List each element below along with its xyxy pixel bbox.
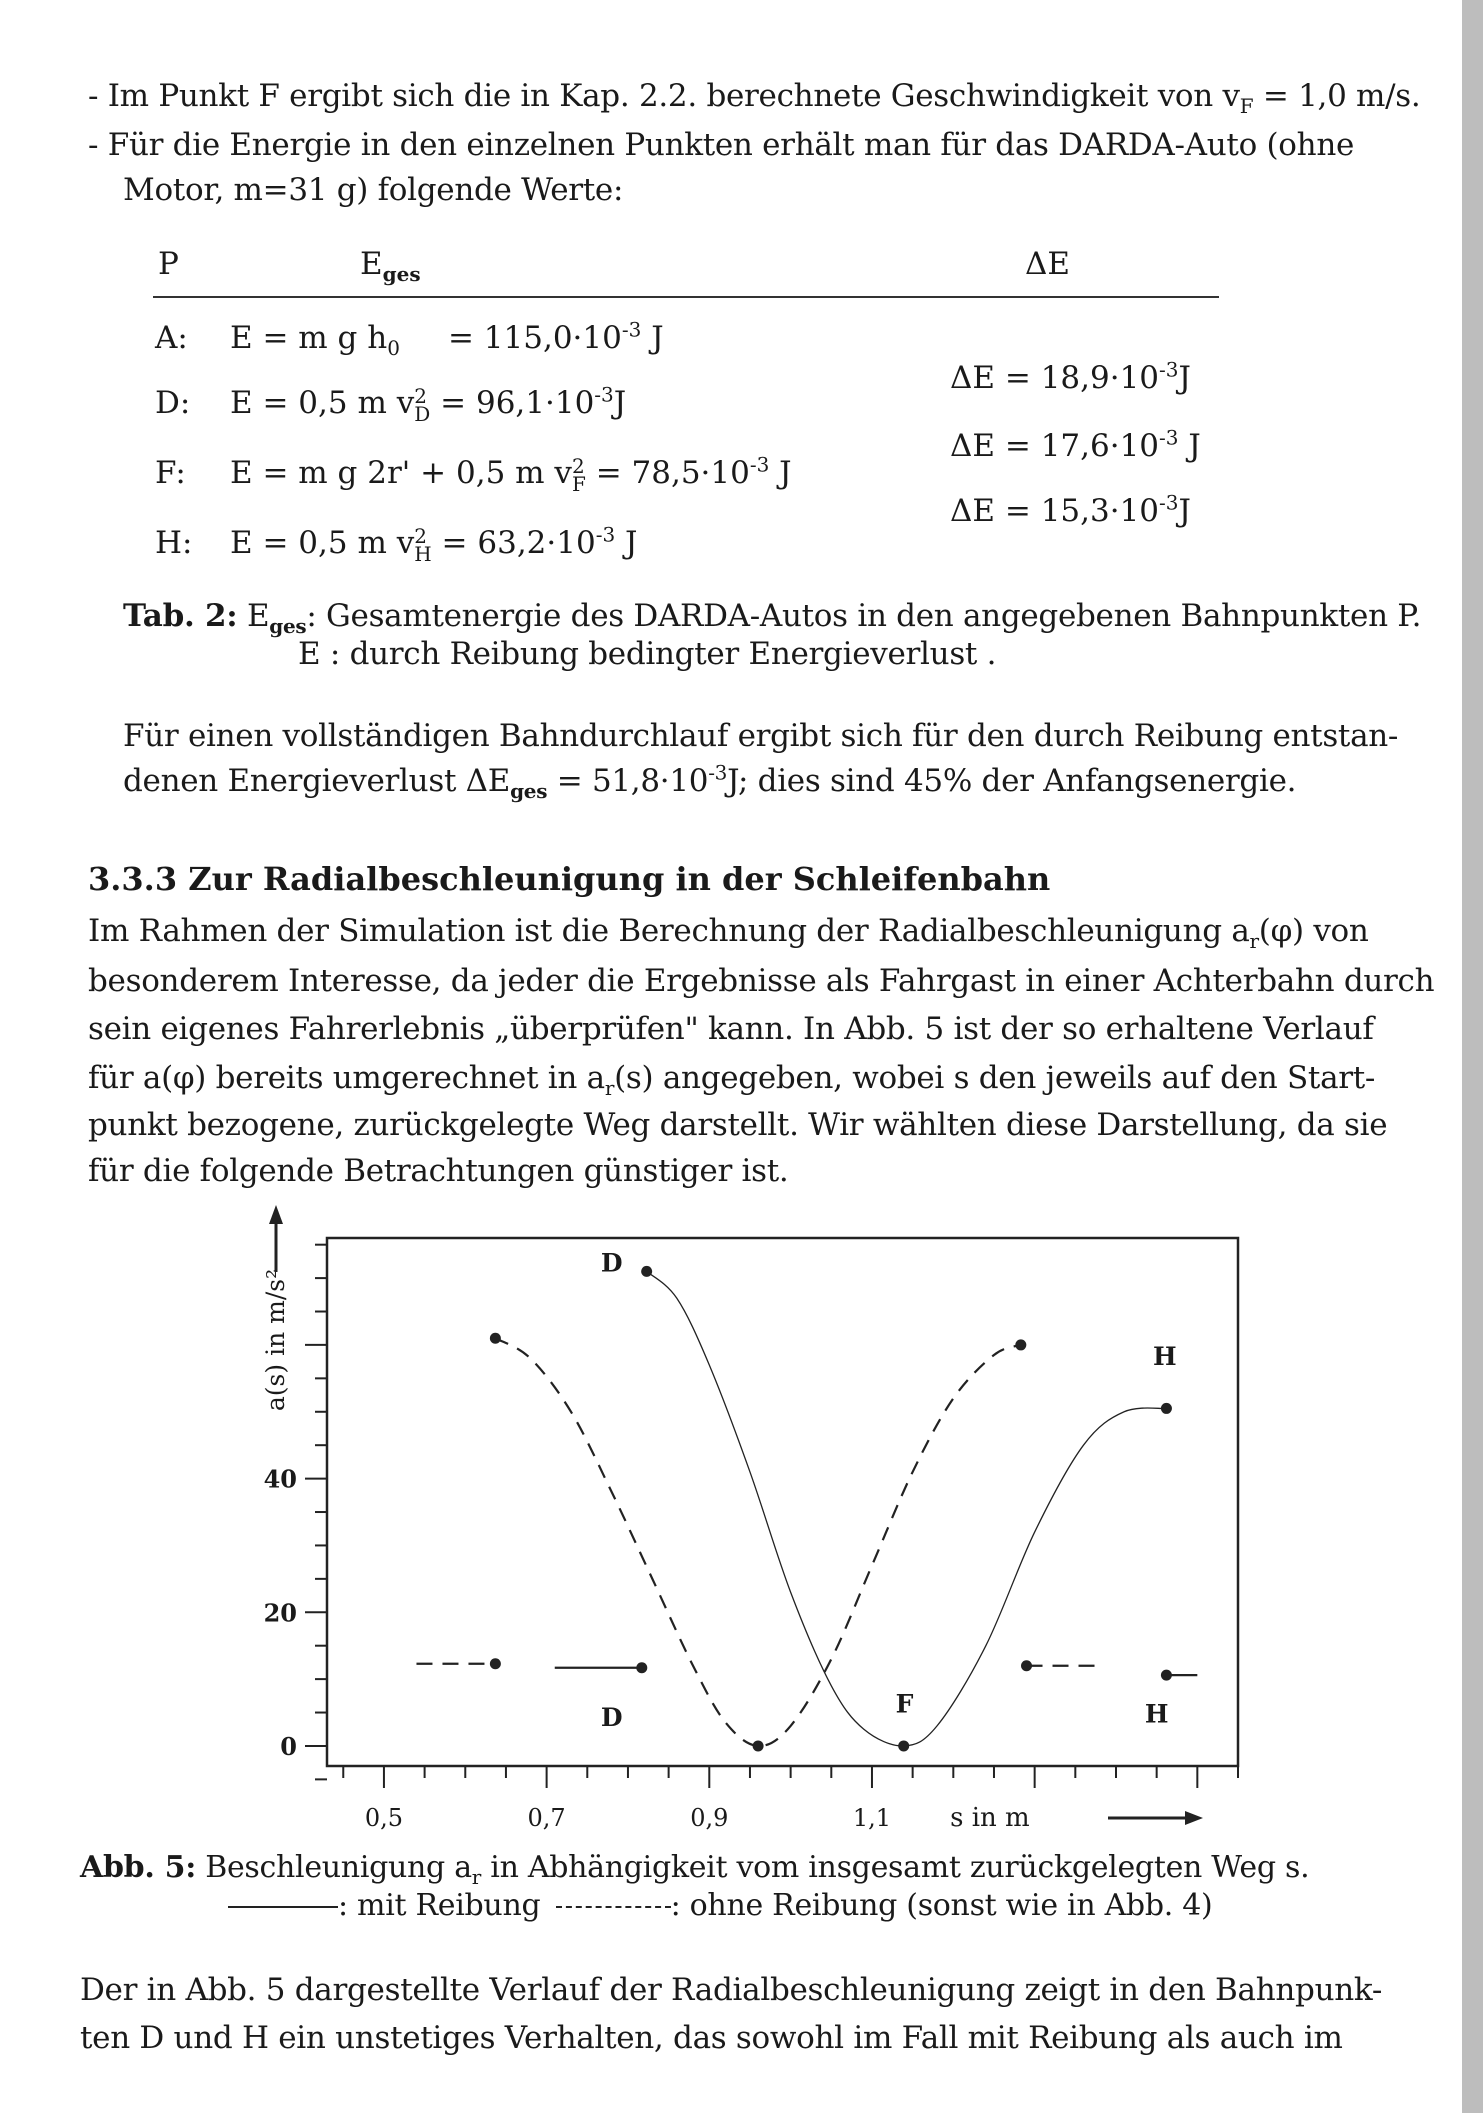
section-text: Im Rahmen der Simulation ist die Berechnung der Radialbeschleunigung a — [88, 913, 1250, 949]
subscript: ges — [269, 614, 307, 639]
exponent: 2 — [414, 523, 427, 548]
formula: E = 0,5 m v — [230, 385, 415, 421]
exponent: -3 — [1159, 490, 1179, 515]
y-tick-label: 0 — [280, 1731, 297, 1761]
exponent: -3 — [749, 452, 770, 477]
data-point — [1161, 1403, 1172, 1414]
caption-text: Beschleunigung a — [195, 1850, 472, 1885]
eges-symbol: E — [246, 598, 270, 634]
delta-text: ΔE = 18,9·10 — [950, 360, 1160, 396]
figure-legend — [228, 1888, 1212, 1923]
subscript: r — [471, 1865, 482, 1889]
section-text: (s) angegeben, wobei s den jeweils auf den Start- — [614, 1060, 1376, 1096]
data-point — [1161, 1670, 1172, 1681]
formula: E = 0,5 m v — [230, 525, 415, 561]
intro-line-2: - Für die Energie in den einzelnen Punkten erhält man für das DARDA-Auto (ohne — [88, 127, 1355, 163]
x-tick-label: 0,9 — [690, 1804, 729, 1832]
point-label: F: — [155, 455, 186, 491]
delta-text: ΔE = 17,6·10 — [950, 428, 1160, 464]
y-tick-label: 40 — [263, 1464, 297, 1494]
table-header-delta-e: ΔE — [1025, 246, 1071, 282]
section-text: für a(φ) bereits umgerechnet in a — [88, 1060, 605, 1096]
series-mit-reibung-line — [647, 1271, 1167, 1746]
data-point — [1015, 1339, 1026, 1350]
paragraph-text: denen Energieverlust ΔE — [123, 763, 511, 799]
paragraph-text: J; dies sind 45% der Anfangsenergie. — [727, 763, 1297, 799]
energy-value: = 115,0·10 — [447, 320, 622, 356]
legend-solid-line — [228, 1906, 338, 1908]
unit: J — [1178, 360, 1191, 396]
point-annotation: H — [1152, 1341, 1177, 1371]
subscript: D — [414, 401, 431, 426]
y-axis-arrowhead-icon — [269, 1205, 283, 1224]
unit: J — [613, 385, 627, 421]
subscript: 0 — [387, 336, 400, 361]
paragraph-line: Für einen vollständigen Bahndurchlauf ergibt sich für den durch Reibung entstan- — [123, 718, 1399, 754]
intro-text: - Im Punkt F ergibt sich die in Kap. 2.2. berechnete Geschwindigkeit von v — [88, 78, 1240, 114]
x-tick-label: 1,1 — [852, 1804, 892, 1832]
unit: J — [769, 455, 792, 491]
chart-labels — [261, 1205, 1203, 1833]
section-text: (φ) von — [1258, 913, 1369, 949]
section-line: sein eigenes Fahrerlebnis „überprüfen" kann. In Abb. 5 ist der so erhaltene Verlauf — [88, 1011, 1374, 1047]
subscript: r — [1249, 929, 1259, 954]
exponent: -3 — [1159, 357, 1179, 382]
chart-axes — [305, 1238, 1238, 1788]
energy-value: = 63,2·10 — [441, 525, 596, 561]
point-label: H: — [155, 525, 193, 561]
point-annotation: D — [600, 1702, 623, 1732]
exponent: -3 — [1159, 425, 1179, 450]
caption-text: in Abhängigkeit vom insgesamt zurückgelegten Weg s. — [481, 1850, 1310, 1885]
subscript: F — [1239, 94, 1254, 119]
paragraph-text: = 51,8·10 — [547, 763, 709, 799]
caption-label: Tab. 2: — [123, 598, 238, 634]
data-point — [641, 1266, 652, 1277]
data-point — [898, 1740, 909, 1751]
unit: J — [641, 320, 664, 356]
point-annotation: H — [1144, 1699, 1169, 1729]
energy-value: = 78,5·10 — [595, 455, 750, 491]
x-tick-label: 0,7 — [527, 1804, 566, 1832]
exponent: -3 — [594, 382, 614, 407]
delta-text: ΔE = 15,3·10 — [950, 493, 1160, 529]
eges-symbol: E — [360, 246, 383, 282]
paragraph-line: Der in Abb. 5 dargestellte Verlauf der Radialbeschleunigung zeigt in den Bahnpunk- — [80, 1972, 1383, 2008]
exponent: 2 — [414, 383, 427, 408]
legend-dashed-line — [556, 1906, 671, 1908]
unit: J — [1178, 428, 1201, 464]
exponent: -3 — [708, 760, 728, 785]
exponent: -3 — [595, 522, 616, 547]
x-axis-label: s in m — [950, 1803, 1030, 1833]
series-ohne-reibung-line — [495, 1338, 1020, 1746]
y-tick-label: 20 — [263, 1598, 297, 1628]
legend-solid-label: : mit Reibung — [338, 1888, 541, 1923]
intro-text: = 1,0 m/s. — [1253, 78, 1421, 114]
x-axis-arrowhead-icon — [1185, 1811, 1203, 1825]
point-annotation: D — [600, 1248, 623, 1278]
table-caption-line-2: E : durch Reibung bedingter Energieverlust . — [298, 636, 997, 672]
subscript: ges — [382, 262, 421, 287]
point-annotation: F — [895, 1689, 914, 1719]
chart-series — [416, 1266, 1197, 1752]
formula: E = m g 2r' + 0,5 m v — [230, 455, 572, 491]
data-point — [636, 1662, 647, 1673]
figure-caption — [80, 1850, 1310, 1889]
point-label: D: — [155, 385, 191, 421]
section-line: besonderem Interesse, da jeder die Ergebnisse als Fahrgast in einer Achterbahn durch — [88, 963, 1435, 999]
plot-frame — [327, 1238, 1238, 1766]
table-header-p: P — [158, 246, 179, 282]
exponent: -3 — [621, 317, 642, 342]
data-point — [490, 1333, 501, 1344]
y-axis-label: a(s) in m/s² — [261, 1268, 290, 1412]
section-line: für die folgende Betrachtungen günstiger ist. — [88, 1153, 789, 1189]
data-point — [753, 1740, 764, 1751]
subscript: F — [571, 471, 586, 496]
section-line: punkt bezogene, zurückgelegte Weg darstellt. Wir wählten diese Darstellung, da sie — [88, 1107, 1388, 1143]
subscript: H — [414, 541, 432, 566]
paragraph-line: ten D und H ein unstetiges Verhalten, das sowohl im Fall mit Reibung als auch im — [80, 2020, 1343, 2056]
section-heading: 3.3.3 Zur Radialbeschleunigung in der Schleifenbahn — [88, 860, 1051, 898]
formula: E = m g h — [230, 320, 388, 356]
legend-dashed-label: : ohne Reibung (sonst wie in Abb. 4) — [670, 1888, 1213, 1923]
data-point — [490, 1658, 501, 1669]
unit: J — [615, 525, 638, 561]
energy-value: = 96,1·10 — [440, 385, 595, 421]
subscript: ges — [510, 779, 548, 804]
unit: J — [1178, 493, 1191, 529]
point-label: A: — [155, 320, 188, 356]
subscript: r — [604, 1076, 615, 1101]
x-tick-label: 0,5 — [364, 1804, 404, 1832]
exponent: 2 — [571, 453, 585, 478]
caption-text: : Gesamtenergie des DARDA-Autos in den angegebenen Bahnpunkten P. — [306, 598, 1422, 634]
caption-label: Abb. 5: — [80, 1850, 196, 1885]
data-point — [1021, 1660, 1032, 1671]
intro-line-3: Motor, m=31 g) folgende Werte: — [123, 172, 624, 208]
